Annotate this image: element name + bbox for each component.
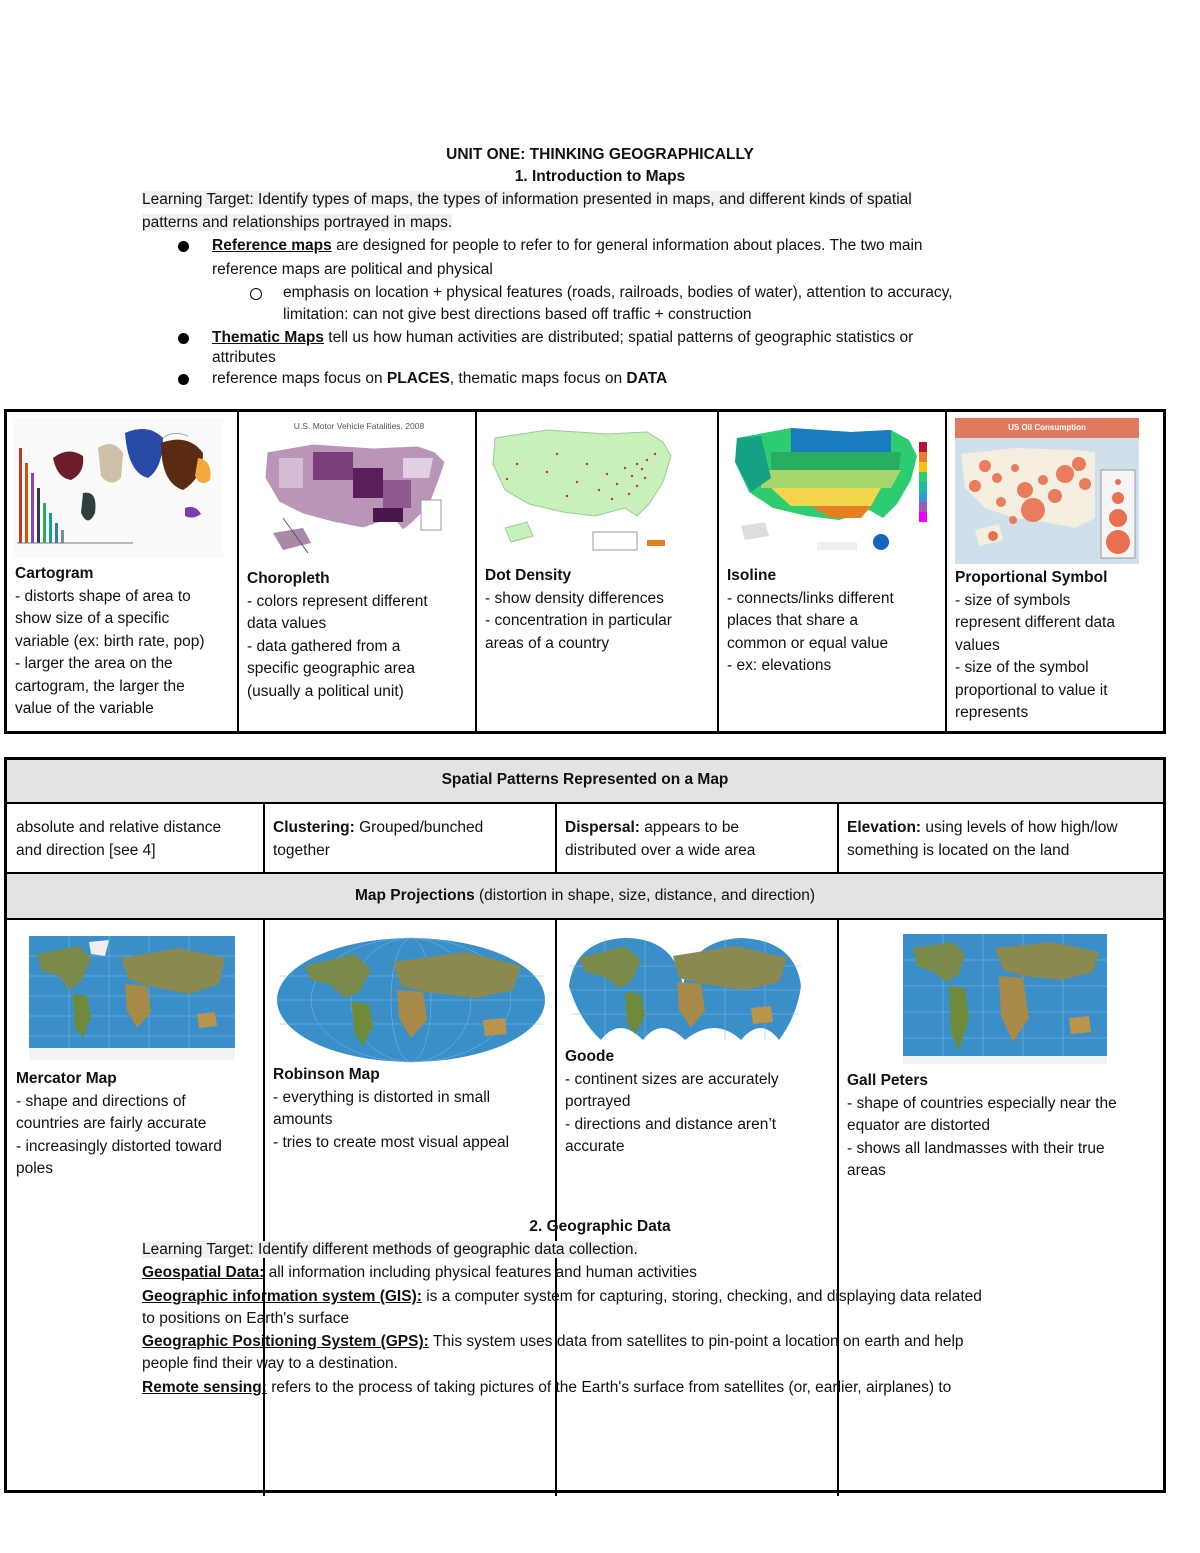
gps-line-2: people find their way to a destination. — [142, 1355, 398, 1372]
sub-bullet-icon — [250, 288, 262, 300]
bullet-icon — [178, 333, 189, 344]
remote-sensing: Remote sensing: refers to the process of taking pictures of the Earth's surface from satellites (or, earlier, airplanes) to — [142, 1379, 952, 1396]
gps-line-1: Geographic Positioning System (GPS): This system uses data from satellites to pin-point a location on earth and help — [142, 1333, 964, 1350]
projection-gall-peters-text: Gall Peters - shape of countries especially near the equator are distorted - shows all landmasses with their true areas — [847, 1072, 1117, 1179]
pattern-distance: absolute and relative distance and direction [see 4] — [16, 819, 222, 859]
cartogram-image — [13, 418, 223, 558]
bullet-icon — [178, 241, 189, 252]
learning-target-2: patterns and relationships portrayed in maps. — [142, 214, 453, 231]
map-types-table — [4, 409, 1166, 734]
gall-peters-image — [903, 934, 1107, 1064]
gis-line-1: Geographic information system (GIS): is a computer system for capturing, storing, checking, and displaying data related — [142, 1288, 982, 1305]
goode-image — [565, 936, 805, 1044]
spatial-patterns-header: Spatial Patterns Represented on a Map — [7, 760, 1163, 802]
choropleth-text: Choropleth - colors represent different data values - data gathered from a specific geographic area (usually a political unit) — [247, 570, 428, 700]
reference-sub-2: limitation: can not give best directions based off traffic + construction — [283, 306, 752, 323]
focus-line: reference maps focus on PLACES, thematic maps focus on DATA — [212, 370, 668, 387]
pattern-clustering: Clustering: Grouped/bunched together — [273, 819, 484, 859]
proportional-symbol-text: Proportional Symbol - size of symbols represent different data values - size of the symbol proportional to value it represents — [955, 569, 1115, 721]
bullet-icon — [178, 374, 189, 385]
thematic-maps-line-2: attributes — [212, 349, 276, 366]
map-type-cartogram — [7, 412, 239, 731]
choropleth-image — [253, 418, 465, 564]
map-type-isoline — [719, 412, 947, 731]
gis-line-2: to positions on Earth's surface — [142, 1310, 350, 1327]
unit-title: UNIT ONE: THINKING GEOGRAPHICALLY — [446, 146, 754, 163]
reference-maps-term: Reference maps — [212, 237, 332, 254]
isoline-image — [731, 418, 937, 558]
section2-title: 2. Geographic Data — [529, 1218, 671, 1235]
section1-title: 1. Introduction to Maps — [514, 168, 686, 185]
section2-learning-target: Learning Target: Identify different methods of geographic data collection. — [142, 1241, 638, 1258]
geospatial-data: Geospatial Data: all information including physical features and human activities — [142, 1264, 697, 1281]
projection-mercator-text: Mercator Map - shape and directions of countries are fairly accurate - increasingly distorted toward poles — [16, 1070, 222, 1177]
dot-density-image — [487, 424, 675, 558]
map-projections-header: Map Projections (distortion in shape, size, distance, and direction) — [7, 874, 1163, 918]
dot-density-text: Dot Density - show density differences - concentration in particular areas of a country — [485, 567, 672, 652]
mercator-image — [29, 936, 235, 1060]
isoline-text: Isoline - connects/links different places that share a common or equal value - ex: elevations — [727, 567, 894, 674]
learning-target-1: Learning Target: Identify types of maps, the types of information presented in maps, and different kinds of spatial — [142, 191, 912, 208]
projection-robinson-text: Robinson Map - everything is distorted in small amounts - tries to create most visual appeal — [273, 1066, 510, 1151]
map-type-dot-density — [477, 412, 719, 731]
choropleth-thumb-title: U.S. Motor Vehicle Fatalities, 2008 — [293, 421, 425, 431]
map-type-choropleth — [239, 412, 477, 731]
reference-maps-line-2: reference maps are political and physical — [212, 261, 493, 278]
reference-sub-1: emphasis on location + physical features (roads, railroads, bodies of water), attention to accuracy, — [283, 284, 953, 301]
thematic-maps-term: Thematic Maps — [212, 329, 324, 346]
map-type-proportional-symbol — [947, 412, 1163, 731]
robinson-image — [275, 936, 547, 1064]
reference-maps-line: Reference maps are designed for people to refer to for general information about places. The two main — [212, 237, 923, 254]
projection-goode-text: Goode - continent sizes are accurately portrayed - directions and distance aren’t accurate — [565, 1048, 779, 1155]
cartogram-text: Cartogram - distorts shape of area to show size of a specific variable (ex: birth rate, pop) - larger the area on the cartogram, the larger the value of the variable — [15, 565, 205, 717]
proportional-thumb-title: US Oil Consumption — [1008, 423, 1086, 432]
pattern-elevation: Elevation: using levels of how high/low something is located on the land — [847, 819, 1118, 859]
thematic-maps-line: Thematic Maps tell us how human activities are distributed; spatial patterns of geographic statistics or — [212, 329, 914, 346]
proportional-symbol-image — [955, 418, 1139, 564]
pattern-dispersal: Dispersal: appears to be distributed over a wide area — [565, 819, 756, 859]
